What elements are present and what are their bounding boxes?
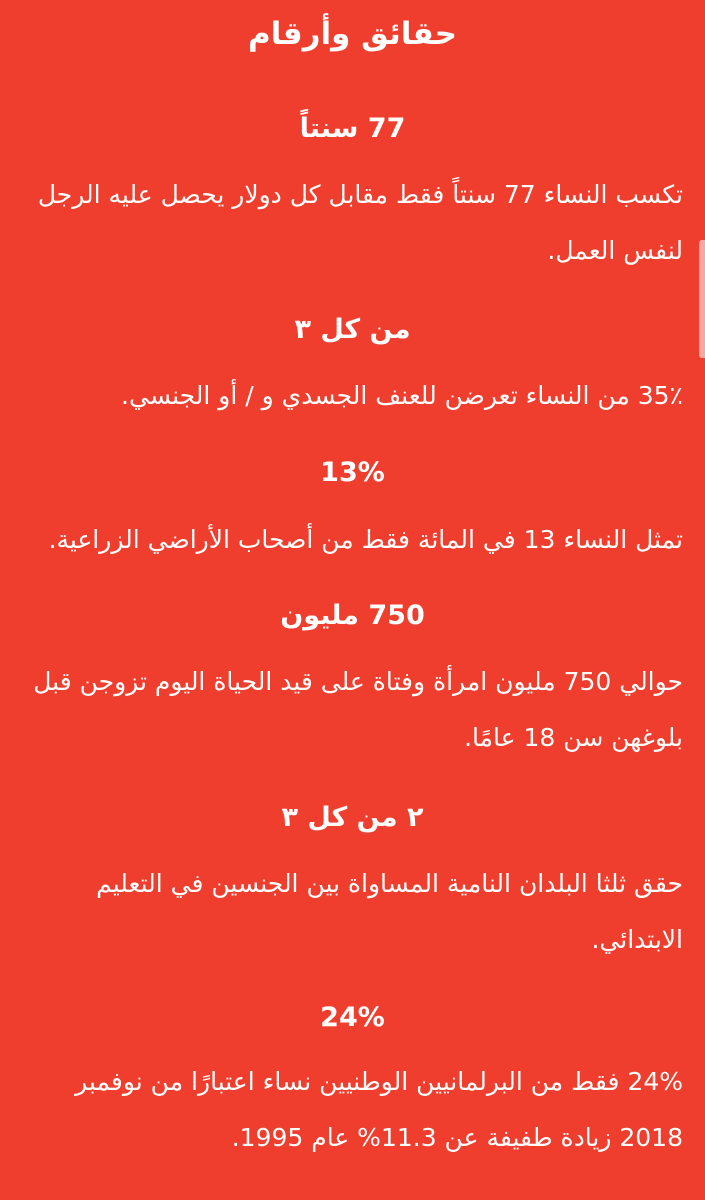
fact-heading: من كل ٣ <box>294 314 411 345</box>
scrollbar[interactable] <box>699 240 705 358</box>
fact-heading: ٢ من كل ٣ <box>281 802 424 833</box>
fact-text: 35٪ من النساء تعرضن للعنف الجسدي و / أو الجنسي. <box>121 381 683 410</box>
fact-heading: 77 سنتاً <box>299 113 406 144</box>
fact-heading: 750 مليون <box>280 600 425 631</box>
fact-text: تكسب النساء 77 سنتاً فقط مقابل كل دولار يحصل عليه الرجل لنفس العمل. <box>37 180 683 265</box>
fact-text: تمثل النساء 13 في المائة فقط من أصحاب الأراضي الزراعية. <box>48 525 683 554</box>
fact-text: حقق ثلثا البلدان النامية المساواة بين الجنسين في التعليم الابتدائي. <box>96 869 683 954</box>
fact-text: حوالي 750 مليون امرأة وفتاة على قيد الحياة اليوم تزوجن قبل بلوغهن سن 18 عامًا. <box>33 667 683 752</box>
fact-heading: 13% <box>320 457 385 488</box>
page-title: حقائق وأرقام <box>247 16 458 52</box>
fact-text: 24% فقط من البرلمانيين الوطنيين نساء اعتبارًا من نوفمبر 2018 زيادة طفيفة عن 11.3% عام 1995. <box>75 1067 683 1152</box>
fact-heading: 24% <box>320 1002 385 1033</box>
